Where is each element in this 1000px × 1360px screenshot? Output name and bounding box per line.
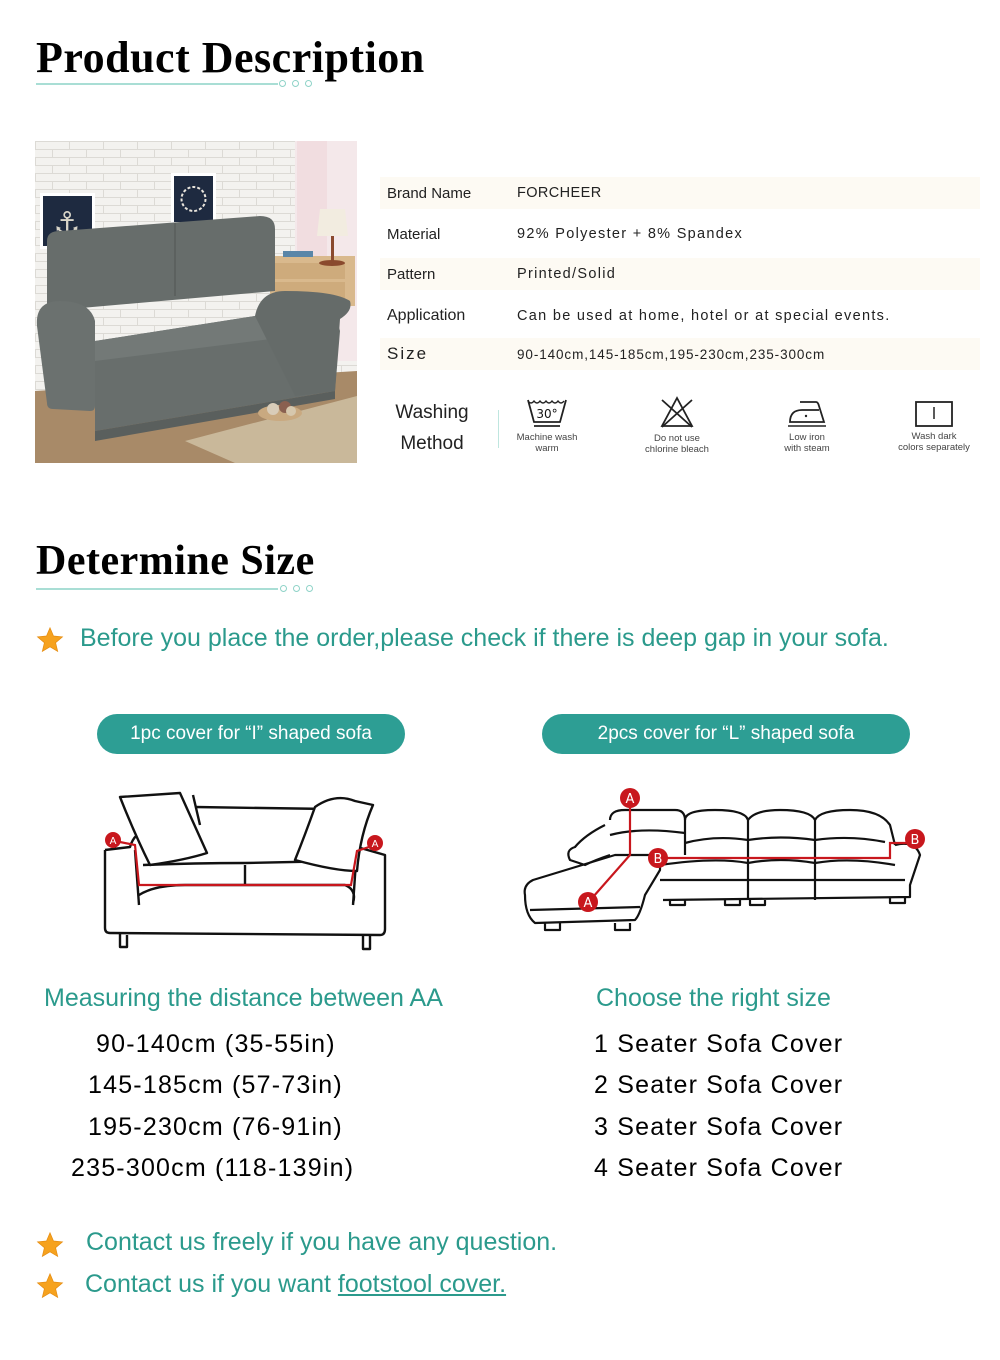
measure-heading: Measuring the distance between AA	[44, 984, 443, 1012]
cover-size-1: 1 Seater Sofa Cover	[594, 1030, 844, 1058]
footstool-cover-link[interactable]: footstool cover.	[337, 1270, 507, 1298]
spec-label: Size	[387, 344, 429, 363]
svg-text:B: B	[910, 833, 920, 848]
svg-text:A: A	[583, 896, 593, 911]
gap-notice: Before you place the order,please check if there is deep gap in your sofa.	[80, 624, 889, 652]
wash-separately-icon	[914, 400, 954, 428]
size-range-4: 235-300cm (118-139in)	[71, 1154, 355, 1182]
section-title-product-description: Product Description	[36, 33, 425, 82]
svg-text:30°: 30°	[536, 407, 558, 421]
spec-label: Material	[387, 225, 441, 243]
title-divider	[36, 588, 278, 590]
contact-footstool-text: Contact us if you want footstool cover.	[85, 1270, 507, 1298]
choose-heading: Choose the right size	[596, 984, 831, 1012]
wash-caption: Machine wash warm	[516, 432, 578, 454]
pill-l-shaped: 2pcs cover for “L” shaped sofa	[542, 714, 910, 754]
cover-size-3: 3 Seater Sofa Cover	[594, 1113, 844, 1141]
spec-row-pattern	[380, 258, 980, 290]
l-sofa-diagram	[515, 785, 935, 940]
contact-question-text: Contact us freely if you have any question.	[86, 1228, 558, 1256]
i-sofa-diagram	[95, 785, 395, 955]
size-range-1: 90-140cm (35-55in)	[96, 1030, 336, 1058]
wash-caption: Low iron with steam	[784, 432, 830, 454]
wash-item-iron	[752, 398, 862, 454]
spec-row-material	[380, 218, 980, 250]
size-range-3: 195-230cm (76-91in)	[88, 1113, 343, 1141]
svg-text:A: A	[371, 839, 379, 850]
pill-i-shaped: 1pc cover for “I” shaped sofa	[97, 714, 405, 754]
spec-row-application	[380, 300, 980, 332]
washing-method-label: Washing Method	[395, 402, 469, 454]
spec-value: Printed/Solid	[517, 266, 617, 282]
spec-value: 90-140cm,145-185cm,195-230cm,235-300cm	[517, 346, 826, 362]
spec-label: Application	[387, 307, 466, 324]
title-divider	[36, 83, 278, 85]
svg-text:⚓: ⚓	[53, 206, 81, 241]
divider-dots	[280, 585, 313, 592]
svg-text:B: B	[653, 852, 663, 867]
wash-item-bleach	[622, 396, 732, 455]
cover-size-4: 4 Seater Sofa Cover	[594, 1154, 844, 1182]
spec-label: Brand Name	[387, 184, 472, 202]
spec-value: 92% Polyester + 8% Spandex	[517, 226, 744, 242]
size-range-2: 145-185cm (57-73in)	[88, 1071, 343, 1099]
product-photo	[35, 141, 357, 463]
wash-caption: Wash dark colors separately	[898, 431, 970, 453]
wash-tub-30-icon	[525, 398, 569, 428]
spec-row-brand	[380, 177, 980, 209]
wash-item-separate	[879, 400, 989, 453]
cover-size-2: 2 Seater Sofa Cover	[594, 1071, 844, 1099]
spec-value: FORCHEER	[517, 185, 602, 201]
no-bleach-icon	[657, 396, 697, 428]
star-icon	[36, 1272, 64, 1300]
section-title-determine-size: Determine Size	[36, 538, 315, 584]
svg-text:A: A	[109, 836, 117, 847]
star-icon	[36, 1231, 64, 1259]
wash-item-machine	[492, 398, 602, 454]
divider-dots	[279, 80, 312, 87]
spec-label: Pattern	[387, 265, 436, 283]
spec-row-size	[380, 338, 980, 370]
svg-text:A: A	[625, 792, 635, 807]
wash-caption: Do not use chlorine bleach	[645, 433, 709, 455]
spec-value: Can be used at home, hotel or at special events.	[517, 308, 891, 324]
low-iron-icon	[786, 398, 828, 428]
star-icon	[36, 626, 64, 654]
